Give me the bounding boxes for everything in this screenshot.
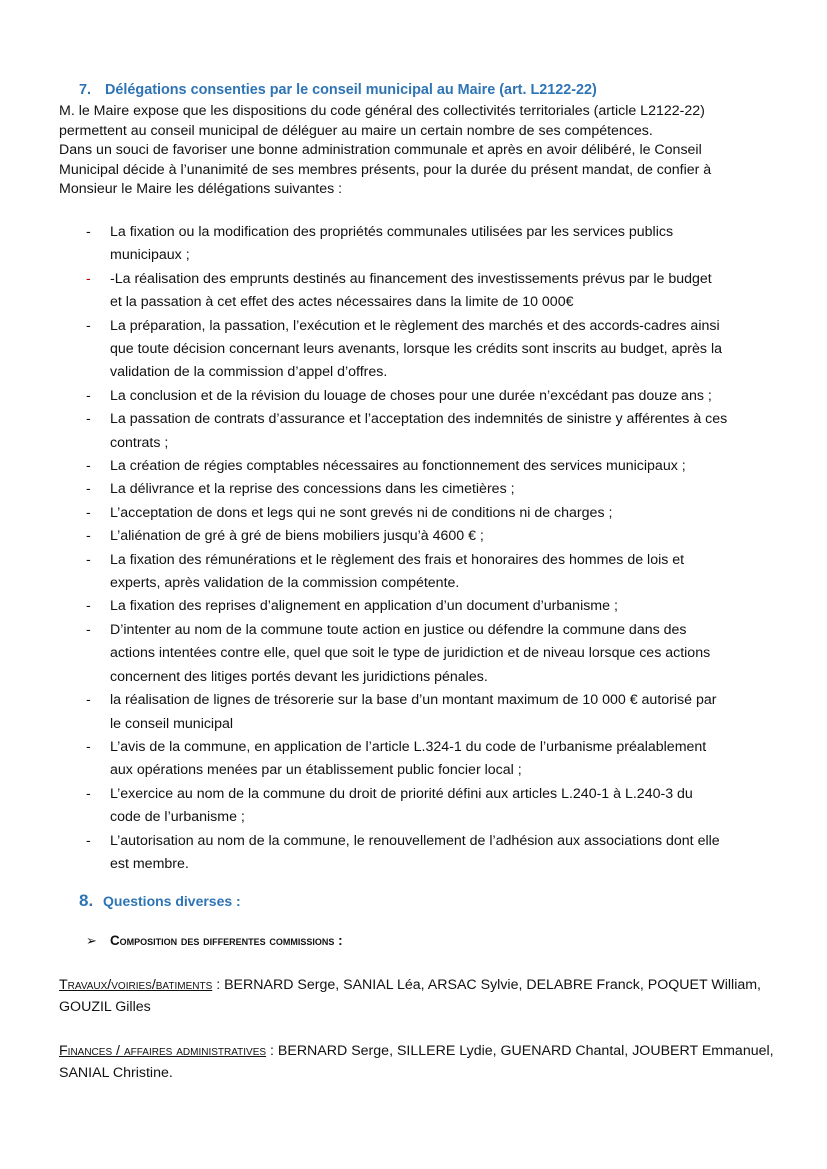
- dash-bullet: -: [86, 598, 91, 615]
- dash-bullet: -: [86, 504, 91, 521]
- commission-members: BERNARD Serge, SANIAL Léa, ARSAC Sylvie, DELABRE Franck, POQUET William,: [224, 977, 761, 994]
- delegation-item: [59, 830, 774, 877]
- dash-bullet: -: [86, 387, 91, 404]
- dash-bullet: -: [86, 458, 91, 475]
- delegation-item: [59, 595, 774, 618]
- delegation-line: L’acceptation de dons et legs qui ne sont grevés ni de conditions ni de charges ;: [110, 504, 613, 521]
- dash-bullet: -: [86, 832, 91, 849]
- composition-heading: [86, 931, 774, 951]
- intro-line: Municipal décide à l’unanimité de ses membres présents, pour la durée du présent mandat, de confier à: [59, 161, 712, 178]
- dash-bullet: -: [86, 317, 91, 334]
- dash-bullet: -: [86, 551, 91, 568]
- delegation-item: [59, 408, 774, 455]
- delegation-line: la réalisation de lignes de trésorerie sur la base d’un montant maximum de 10 000 € autorisé par: [110, 692, 717, 709]
- section-7-number: 7.: [79, 82, 92, 98]
- commission-label: Travaux/voiries/batiments: [59, 977, 213, 994]
- intro-line: M. le Maire expose que les dispositions du code général des collectivités territoriales (article L2122-22): [59, 103, 705, 119]
- dash-bullet: -: [86, 692, 91, 709]
- delegation-line: La passation de contrats d’assurance et l’acceptation des indemnités de sinistre y afférentes à ces: [110, 411, 728, 428]
- delegation-line: -La réalisation des emprunts destinés au financement des investissements prévus par le budget: [110, 270, 712, 287]
- commission-separator: :: [266, 1043, 278, 1060]
- commission-members: GOUZIL Gilles: [59, 998, 151, 1015]
- delegation-line: L’aliénation de gré à gré de biens mobiliers jusqu’à 4600 € ;: [110, 528, 484, 545]
- delegation-line: La conclusion et de la révision du louage de choses pour une durée n’excédant pas douze ans ;: [110, 387, 712, 404]
- composition-label: Composition des differentes commissions :: [110, 933, 343, 949]
- delegation-item: [59, 385, 774, 408]
- dash-bullet: -: [86, 270, 91, 287]
- dash-bullet: -: [86, 411, 91, 428]
- delegation-item: [59, 221, 774, 268]
- delegation-line: La fixation des reprises d’alignement en application d’un document d’urbanisme ;: [110, 598, 618, 615]
- section-8-number: 8.: [79, 891, 94, 911]
- delegation-line: D’intenter au nom de la commune toute action en justice ou défendre la commune dans des: [110, 621, 687, 638]
- commission-members: BERNARD Serge, SILLERE Lydie, GUENARD Chantal, JOUBERT Emmanuel,: [277, 1043, 774, 1060]
- delegation-line: L’autorisation au nom de la commune, le renouvellement de l’adhésion aux associations dont elle: [110, 832, 720, 849]
- delegation-item: [59, 549, 774, 596]
- delegation-line: est membre.: [110, 855, 189, 872]
- delegation-item: [59, 783, 774, 830]
- delegations-list: [59, 221, 774, 876]
- delegation-item: [59, 619, 774, 689]
- delegation-item: [59, 315, 774, 385]
- intro-line: Dans un souci de favoriser une bonne administration communale et après en avoir délibéré, le Conseil: [59, 142, 702, 159]
- commission-separator: :: [212, 977, 225, 994]
- delegation-line: validation de la commission d’appel d’offres.: [110, 364, 388, 381]
- section-7-title: Délégations consenties par le conseil municipal au Maire (art. L2122-22): [105, 82, 597, 98]
- delegation-line: L’avis de la commune, en application de l’article L.324-1 du code de l’urbanisme préalablement: [110, 738, 707, 755]
- delegation-item: [59, 502, 774, 525]
- section-7-heading: [79, 80, 774, 100]
- delegation-line: La délivrance et la reprise des concessions dans les cimetières ;: [110, 481, 515, 498]
- delegation-item: [59, 525, 774, 548]
- commission-finances: [59, 1041, 774, 1084]
- intro-line: permettent au conseil municipal de déléguer au maire un certain nombre de ses compétences.: [59, 122, 653, 139]
- delegation-line: code de l’urbanisme ;: [110, 809, 245, 826]
- delegation-line: municipaux ;: [110, 247, 190, 264]
- delegation-line: La fixation des rémunérations et le règlement des frais et honoraires des hommes de lois et: [110, 551, 685, 568]
- delegation-item: [59, 478, 774, 501]
- delegation-line: La création de régies comptables nécessaires au fonctionnement des services municipaux ;: [110, 458, 686, 475]
- delegation-line: L’exercice au nom de la commune du droit de priorité défini aux articles L.240-1 à L.240-3 du: [110, 785, 693, 802]
- delegation-line: concernent des litiges portés devant les juridictions pénales.: [110, 668, 488, 685]
- section-8-heading: [79, 890, 774, 912]
- commission-members: SANIAL Christine.: [59, 1064, 173, 1081]
- section-8-title: Questions diverses :: [103, 893, 241, 910]
- delegation-line: La préparation, la passation, l’exécution et le règlement des marchés et des accords-cadres ainsi: [110, 317, 720, 334]
- arrow-bullet-icon: ➢: [86, 933, 97, 949]
- delegation-item: [59, 455, 774, 478]
- delegation-line: experts, après validation de la commission compétente.: [110, 575, 460, 592]
- delegation-line: le conseil municipal: [110, 715, 234, 732]
- delegation-line: que toute décision concernant leurs avenants, lorsque les crédits sont inscrits au budget, après la: [110, 341, 722, 357]
- delegation-line: et la passation à cet effet des actes nécessaires dans la limite de 10 000€: [110, 294, 574, 311]
- delegation-line: La fixation ou la modification des propriétés communales utilisées par les services publics: [110, 223, 674, 240]
- dash-bullet: -: [86, 621, 91, 638]
- section-7-intro: [59, 102, 774, 200]
- dash-bullet: -: [86, 528, 91, 545]
- commission-travaux: [59, 975, 774, 1018]
- dash-bullet: -: [86, 785, 91, 802]
- delegation-line: contrats ;: [110, 434, 169, 451]
- commission-label: Finances / affaires administratives: [59, 1043, 267, 1060]
- dash-bullet: -: [86, 223, 91, 240]
- delegation-item: [59, 268, 774, 315]
- document-page: [59, 80, 774, 1084]
- dash-bullet: -: [86, 481, 91, 498]
- delegation-item: [59, 689, 774, 736]
- delegation-line: aux opérations menées par un établissement public foncier local ;: [110, 762, 522, 779]
- dash-bullet: -: [86, 738, 91, 755]
- intro-line: Monsieur le Maire les délégations suivantes :: [59, 181, 343, 198]
- delegation-item: [59, 736, 774, 783]
- delegation-line: actions intentées contre elle, quel que soit le type de juridiction et de niveau lorsque ces actions: [110, 645, 711, 662]
